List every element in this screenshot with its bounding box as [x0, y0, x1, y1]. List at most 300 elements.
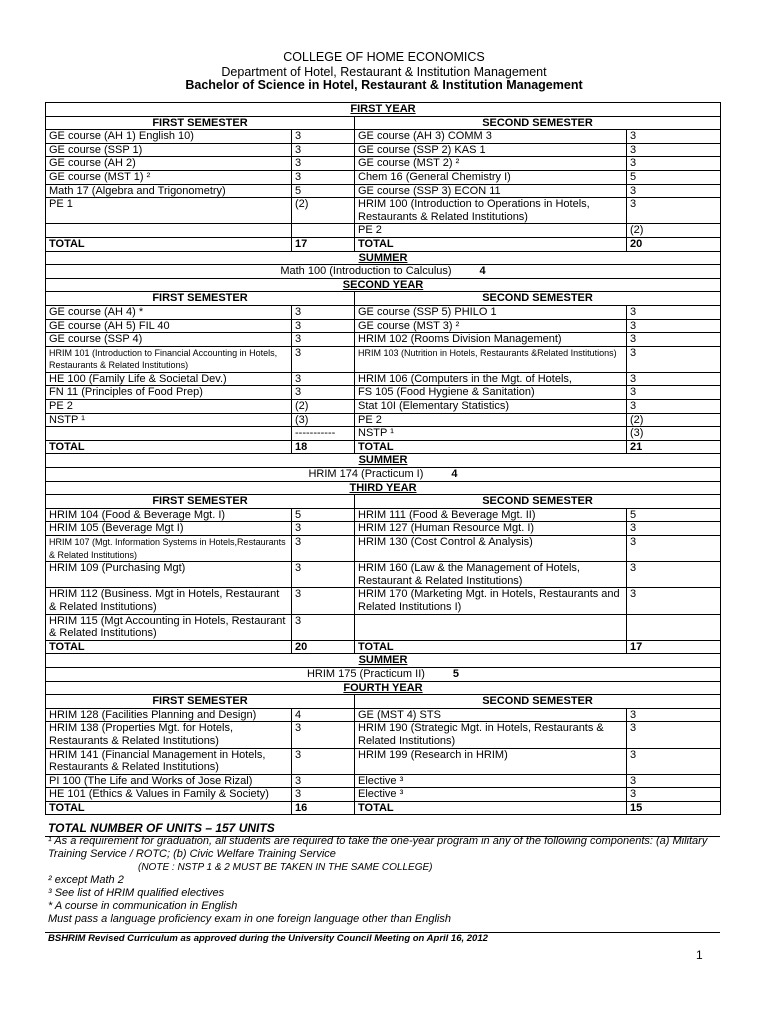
- course-cell: [355, 788, 627, 802]
- course-name: GE course (SSP 1): [49, 143, 143, 156]
- course-row: [46, 508, 721, 522]
- course-units: (2): [630, 413, 644, 426]
- summer-course: [46, 265, 721, 279]
- year-title-text: SECOND YEAR: [342, 278, 424, 291]
- units-cell: [627, 708, 721, 722]
- course-name: HRIM 115 (Mgt Accounting in Hotels, Restaurant & Related Institutions): [49, 614, 286, 640]
- second-semester-heading: SECOND SEMESTER: [355, 695, 721, 709]
- course-row: [46, 198, 721, 224]
- course-units: 3: [295, 386, 302, 399]
- course-cell: [46, 130, 292, 144]
- course-cell: [355, 170, 627, 184]
- course-units: 3: [295, 562, 302, 575]
- course-name: HRIM 104 (Food & Beverage Mgt. I): [49, 508, 226, 521]
- units-cell: [627, 508, 721, 522]
- summer-header-row: [46, 251, 721, 265]
- course-units: 3: [630, 333, 637, 346]
- note-nstp: ¹ As a requirement for graduation, all students are required to take the one-year program in any of the following components: (a) Military Training Service / ROTC; (b) Civic Welfare Training Service: [48, 835, 708, 860]
- units-cell: [292, 346, 355, 372]
- units-cell: [627, 198, 721, 224]
- total-units-first: 18: [292, 440, 355, 454]
- course-units: 3: [295, 522, 302, 535]
- course-units: (3): [630, 427, 644, 440]
- course-cell: [355, 386, 627, 400]
- course-name: HRIM 105 (Beverage Mgt I): [49, 522, 184, 535]
- course-row: [46, 588, 721, 614]
- note-nstp-sub: (NOTE : NSTP 1 & 2 MUST BE TAKEN IN THE SAME COLLEGE): [138, 862, 433, 873]
- course-units: 3: [630, 305, 637, 318]
- course-cell: [46, 184, 292, 198]
- course-units: 3: [630, 708, 637, 721]
- course-units: 3: [295, 170, 302, 183]
- course-name: HRIM 109 (Purchasing Mgt): [49, 562, 186, 575]
- units-cell: [292, 170, 355, 184]
- course-name: FN 11 (Principles of Food Prep): [49, 386, 203, 399]
- course-units: 3: [295, 157, 302, 170]
- semester-header-row: [46, 495, 721, 509]
- course-cell: [46, 508, 292, 522]
- note-math: ² except Math 2: [48, 874, 124, 886]
- units-cell: [627, 536, 721, 562]
- units-cell: [292, 319, 355, 333]
- year-title-text: THIRD YEAR: [349, 481, 417, 494]
- course-name: HRIM 141 (Financial Management in Hotels, Restaurants & Related Institutions): [49, 748, 266, 774]
- course-cell: [46, 748, 292, 774]
- course-units: (3): [295, 413, 309, 426]
- total-label: TOTAL: [355, 237, 627, 251]
- course-name: NSTP ¹: [358, 427, 394, 440]
- units-cell: [627, 386, 721, 400]
- summer-course-row: [46, 265, 721, 279]
- units-cell: [627, 372, 721, 386]
- course-cell: [355, 708, 627, 722]
- course-units: 3: [295, 774, 302, 787]
- total-label: TOTAL: [355, 640, 627, 654]
- units-cell: [627, 305, 721, 319]
- course-units: 3: [630, 788, 637, 801]
- year-header-row: [46, 103, 721, 117]
- course-cell: [46, 522, 292, 536]
- course-row: [46, 346, 721, 372]
- course-units: (2): [295, 198, 309, 211]
- second-semester-heading: SECOND SEMESTER: [355, 495, 721, 509]
- course-units: -----------: [295, 427, 336, 440]
- units-cell: [292, 427, 355, 441]
- course-row: [46, 170, 721, 184]
- units-cell: [292, 386, 355, 400]
- course-cell: [46, 427, 292, 441]
- course-cell: [355, 427, 627, 441]
- total-label: TOTAL: [46, 801, 292, 815]
- summer-course: [46, 667, 721, 681]
- course-units: 3: [630, 319, 637, 332]
- first-semester-heading: FIRST SEMESTER: [46, 495, 355, 509]
- course-cell: [355, 157, 627, 171]
- summer-course-name: Math 100 (Introduction to Calculus): [280, 265, 452, 278]
- summer-course-row: [46, 468, 721, 482]
- year-title-text: FIRST YEAR: [350, 103, 416, 115]
- course-cell: [46, 562, 292, 588]
- course-row: [46, 413, 721, 427]
- first-semester-heading: FIRST SEMESTER: [46, 116, 355, 130]
- units-cell: [292, 305, 355, 319]
- first-semester-heading: FIRST SEMESTER: [46, 292, 355, 306]
- summer-heading-text: SUMMER: [358, 251, 408, 264]
- units-cell: [292, 224, 355, 238]
- course-name: GE course (AH 2): [49, 157, 136, 170]
- total-units-second: 17: [627, 640, 721, 654]
- units-cell: [292, 588, 355, 614]
- year-title: [46, 278, 721, 292]
- course-name: GE course (AH 3) COMM 3: [358, 130, 492, 143]
- units-cell: [627, 788, 721, 802]
- program-title: Bachelor of Science in Hotel, Restaurant & Institution Management: [185, 78, 583, 92]
- units-cell: [292, 788, 355, 802]
- year-title: [46, 481, 721, 495]
- page-number: 1: [696, 948, 703, 962]
- units-cell: [627, 346, 721, 372]
- course-cell: [355, 305, 627, 319]
- summer-header-row: [46, 654, 721, 668]
- course-cell: [355, 722, 627, 748]
- units-cell: [627, 157, 721, 171]
- course-units: 4: [295, 708, 302, 721]
- units-cell: [292, 536, 355, 562]
- note-electives: ³ See list of HRIM qualified electives: [48, 887, 225, 899]
- units-cell: [292, 522, 355, 536]
- revision-footer: BSHRIM Revised Curriculum as approved during the University Council Meeting on April 16, 2012: [48, 933, 488, 944]
- course-row: [46, 427, 721, 441]
- course-name: HRIM 101 (Introduction to Financial Accounting in Hotels, Restaurants & Related Institutions): [49, 347, 278, 371]
- course-units: (2): [295, 400, 309, 413]
- summer-course-name: HRIM 175 (Practicum II): [306, 667, 425, 680]
- college-name: COLLEGE OF HOME ECONOMICS: [283, 50, 485, 64]
- course-cell: [355, 372, 627, 386]
- course-name: Elective ³: [358, 788, 404, 801]
- course-units: 3: [630, 130, 637, 143]
- course-name: Stat 10I (Elementary Statistics): [358, 400, 509, 413]
- course-units: 3: [295, 788, 302, 801]
- course-row: [46, 224, 721, 238]
- course-cell: [355, 588, 627, 614]
- course-name: HRIM 103 (Nutrition in Hotels, Restaurants &Related Institutions): [358, 347, 617, 358]
- units-cell: [627, 562, 721, 588]
- course-name: Chem 16 (General Chemistry I): [358, 170, 511, 183]
- second-semester-heading: SECOND SEMESTER: [355, 116, 721, 130]
- total-units: TOTAL NUMBER OF UNITS – 157 UNITS: [48, 822, 738, 835]
- total-units-first: 20: [292, 640, 355, 654]
- first-semester-heading: FIRST SEMESTER: [46, 695, 355, 709]
- course-cell: [355, 333, 627, 347]
- course-units: 5: [630, 170, 637, 183]
- course-name: HRIM 106 (Computers in the Mgt. of Hotels,: [358, 372, 572, 385]
- units-cell: [292, 130, 355, 144]
- units-cell: [627, 184, 721, 198]
- units-cell: [292, 774, 355, 788]
- units-cell: [627, 224, 721, 238]
- course-units: 3: [295, 346, 302, 359]
- course-row: [46, 400, 721, 414]
- course-cell: [46, 157, 292, 171]
- total-row: [46, 640, 721, 654]
- course-name: HRIM 160 (Law & the Management of Hotels, Restaurant & Related Institutions): [358, 562, 580, 587]
- units-cell: [292, 198, 355, 224]
- total-label: TOTAL: [355, 801, 627, 815]
- course-cell: [355, 536, 627, 562]
- course-name: HE 101 (Ethics & Values in Family & Society): [49, 788, 269, 801]
- summer-course-units: 4: [451, 468, 458, 481]
- course-row: [46, 562, 721, 588]
- units-cell: [627, 413, 721, 427]
- units-cell: [627, 319, 721, 333]
- course-name: HRIM 127 (Human Resource Mgt. I): [358, 522, 535, 535]
- course-name: PE 2: [358, 224, 382, 237]
- units-cell: [627, 427, 721, 441]
- course-cell: [355, 400, 627, 414]
- course-units: 5: [295, 184, 302, 197]
- course-row: [46, 536, 721, 562]
- course-row: [46, 788, 721, 802]
- course-row: [46, 748, 721, 774]
- course-cell: [46, 170, 292, 184]
- course-name: GE course (AH 5) FIL 40: [49, 319, 170, 332]
- course-row: [46, 708, 721, 722]
- course-name: Elective ³: [358, 774, 404, 787]
- course-units: 3: [630, 400, 637, 413]
- course-cell: [355, 130, 627, 144]
- course-units: 3: [295, 333, 302, 346]
- units-cell: [292, 748, 355, 774]
- course-units: 3: [630, 722, 637, 735]
- course-units: 3: [630, 198, 637, 211]
- course-units: 3: [630, 143, 637, 156]
- course-cell: [355, 184, 627, 198]
- units-cell: [292, 157, 355, 171]
- course-row: [46, 522, 721, 536]
- course-units: 3: [295, 319, 302, 332]
- course-name: PE 2: [49, 400, 73, 413]
- course-row: [46, 305, 721, 319]
- course-name: PE 1: [49, 198, 73, 211]
- total-units-first: 17: [292, 237, 355, 251]
- course-cell: [46, 319, 292, 333]
- course-units: 3: [295, 614, 302, 627]
- course-name: Math 17 (Algebra and Trigonometry): [49, 184, 226, 197]
- units-cell: [292, 184, 355, 198]
- course-units: 3: [630, 588, 637, 601]
- course-name: GE (MST 4) STS: [358, 708, 441, 721]
- course-units: 3: [630, 157, 637, 170]
- units-cell: [627, 588, 721, 614]
- course-name: PI 100 (The Life and Works of Jose Rizal): [49, 774, 253, 787]
- course-name: HRIM 130 (Cost Control & Analysis): [358, 536, 533, 548]
- units-cell: [627, 522, 721, 536]
- course-units: 3: [630, 346, 637, 359]
- course-cell: [46, 788, 292, 802]
- course-row: [46, 184, 721, 198]
- course-units: 3: [295, 748, 302, 761]
- summer-heading: [46, 454, 721, 468]
- semester-header-row: [46, 116, 721, 130]
- course-row: [46, 774, 721, 788]
- course-units: 3: [630, 536, 637, 548]
- summer-heading: [46, 654, 721, 668]
- course-cell: [46, 333, 292, 347]
- course-name: GE course (AH 1) English 10): [49, 130, 194, 143]
- total-units-first: 16: [292, 801, 355, 815]
- year-header-row: [46, 681, 721, 695]
- course-name: HRIM 199 (Research in HRIM): [358, 748, 508, 761]
- course-cell: [46, 588, 292, 614]
- summer-heading-text: SUMMER: [358, 454, 408, 467]
- course-cell: [355, 198, 627, 224]
- note-communication: * A course in communication in English: [48, 900, 238, 912]
- course-units: 3: [630, 748, 637, 761]
- course-name: HRIM 112 (Business. Mgt in Hotels, Restaurant & Related Institutions): [49, 588, 280, 613]
- course-name: HRIM 190 (Strategic Mgt. in Hotels, Restaurants & Related Institutions): [358, 722, 604, 747]
- course-units: 5: [295, 508, 302, 521]
- total-units-second: 20: [627, 237, 721, 251]
- course-units: 5: [630, 508, 637, 521]
- units-cell: [627, 143, 721, 157]
- course-name: PE 2: [358, 413, 382, 426]
- course-name: HRIM 107 (Mgt. Information Systems in Hotels,Restaurants & Related Institutions): [49, 537, 286, 560]
- summer-heading-text: SUMMER: [358, 654, 408, 667]
- footer-rule: [45, 932, 720, 933]
- course-cell: [46, 386, 292, 400]
- summer-course-units: 4: [479, 265, 486, 278]
- course-row: [46, 143, 721, 157]
- course-units: 3: [630, 774, 637, 787]
- units-cell: [292, 372, 355, 386]
- course-units: 3: [630, 372, 637, 385]
- course-cell: [46, 346, 292, 372]
- units-cell: [292, 722, 355, 748]
- summer-header-row: [46, 454, 721, 468]
- semester-header-row: [46, 695, 721, 709]
- curriculum-table: [45, 102, 721, 815]
- semester-header-row: [46, 292, 721, 306]
- course-cell: [46, 774, 292, 788]
- course-name: GE course (MST 2) ²: [358, 157, 460, 170]
- course-name: HRIM 102 (Rooms Division Management): [358, 333, 562, 346]
- course-name: GE course (SSP 2) KAS 1: [358, 143, 486, 156]
- course-name: HRIM 138 (Properties Mgt. for Hotels, Restaurants & Related Institutions): [49, 722, 234, 747]
- course-units: 3: [295, 588, 302, 601]
- course-units: 3: [295, 722, 302, 735]
- year-title-text: FOURTH YEAR: [343, 681, 423, 694]
- course-cell: [355, 774, 627, 788]
- course-name: GE course (SSP 3) ECON 11: [358, 184, 501, 197]
- course-name: HRIM 170 (Marketing Mgt. in Hotels, Restaurants and Related Institutions I): [358, 588, 620, 613]
- units-cell: [292, 562, 355, 588]
- second-semester-heading: SECOND SEMESTER: [355, 292, 721, 306]
- units-cell: [627, 130, 721, 144]
- units-cell: [292, 333, 355, 347]
- units-cell: [292, 413, 355, 427]
- units-cell: [292, 143, 355, 157]
- total-row: [46, 801, 721, 815]
- course-name: HRIM 111 (Food & Beverage Mgt. II): [358, 508, 536, 521]
- course-units: 3: [295, 372, 302, 385]
- course-cell: [355, 562, 627, 588]
- course-cell: [46, 614, 292, 640]
- course-cell: [46, 224, 292, 238]
- units-cell: [627, 748, 721, 774]
- summer-course-name: HRIM 174 (Practicum I): [308, 468, 424, 481]
- course-cell: [46, 722, 292, 748]
- summer-heading: [46, 251, 721, 265]
- course-cell: [46, 143, 292, 157]
- course-units: 3: [630, 184, 637, 197]
- course-row: [46, 157, 721, 171]
- course-row: [46, 614, 721, 640]
- year-header-row: [46, 481, 721, 495]
- course-units: 3: [295, 536, 302, 548]
- summer-course: [46, 468, 721, 482]
- course-units: 3: [630, 562, 637, 575]
- department-name: Department of Hotel, Restaurant & Institution Management: [221, 65, 547, 79]
- course-cell: [46, 536, 292, 562]
- note-language: Must pass a language proficiency exam in one foreign language other than English: [48, 913, 451, 925]
- course-row: [46, 333, 721, 347]
- units-cell: [627, 614, 721, 640]
- year-header-row: [46, 278, 721, 292]
- total-label: TOTAL: [355, 440, 627, 454]
- course-name: GE course (SSP 5) PHILO 1: [358, 305, 497, 318]
- units-cell: [292, 614, 355, 640]
- course-units: 3: [295, 130, 302, 143]
- summer-course-units: 5: [452, 667, 460, 680]
- course-row: [46, 386, 721, 400]
- course-cell: [355, 413, 627, 427]
- total-units-second: 15: [627, 801, 721, 815]
- course-units: 3: [630, 522, 637, 535]
- course-name: GE course (AH 4) *: [49, 305, 144, 318]
- summer-course-row: [46, 667, 721, 681]
- course-name: HRIM 100 (Introduction to Operations in Hotels, Restaurants & Related Institutions): [358, 198, 590, 223]
- units-cell: [627, 722, 721, 748]
- course-name: NSTP ¹: [49, 413, 85, 426]
- course-row: [46, 722, 721, 748]
- course-name: HE 100 (Family Life & Societal Dev.): [49, 372, 227, 385]
- course-cell: [355, 346, 627, 372]
- total-units-second: 21: [627, 440, 721, 454]
- course-name: GE course (MST 3) ²: [358, 319, 460, 332]
- course-cell: [46, 372, 292, 386]
- total-row: [46, 237, 721, 251]
- course-cell: [355, 748, 627, 774]
- year-title: [46, 681, 721, 695]
- course-cell: [355, 224, 627, 238]
- course-units: 3: [295, 305, 302, 318]
- course-row: [46, 372, 721, 386]
- total-label: TOTAL: [46, 640, 292, 654]
- units-cell: [292, 400, 355, 414]
- course-name: HRIM 128 (Facilities Planning and Design): [49, 708, 257, 721]
- units-cell: [627, 400, 721, 414]
- course-row: [46, 319, 721, 333]
- course-row: [46, 130, 721, 144]
- year-title: [46, 103, 721, 117]
- course-cell: [46, 708, 292, 722]
- course-units: (2): [630, 224, 644, 237]
- units-cell: [292, 708, 355, 722]
- total-label: TOTAL: [46, 440, 292, 454]
- course-units: 3: [630, 386, 637, 399]
- course-cell: [355, 522, 627, 536]
- course-name: GE course (MST 1) ²: [49, 170, 151, 183]
